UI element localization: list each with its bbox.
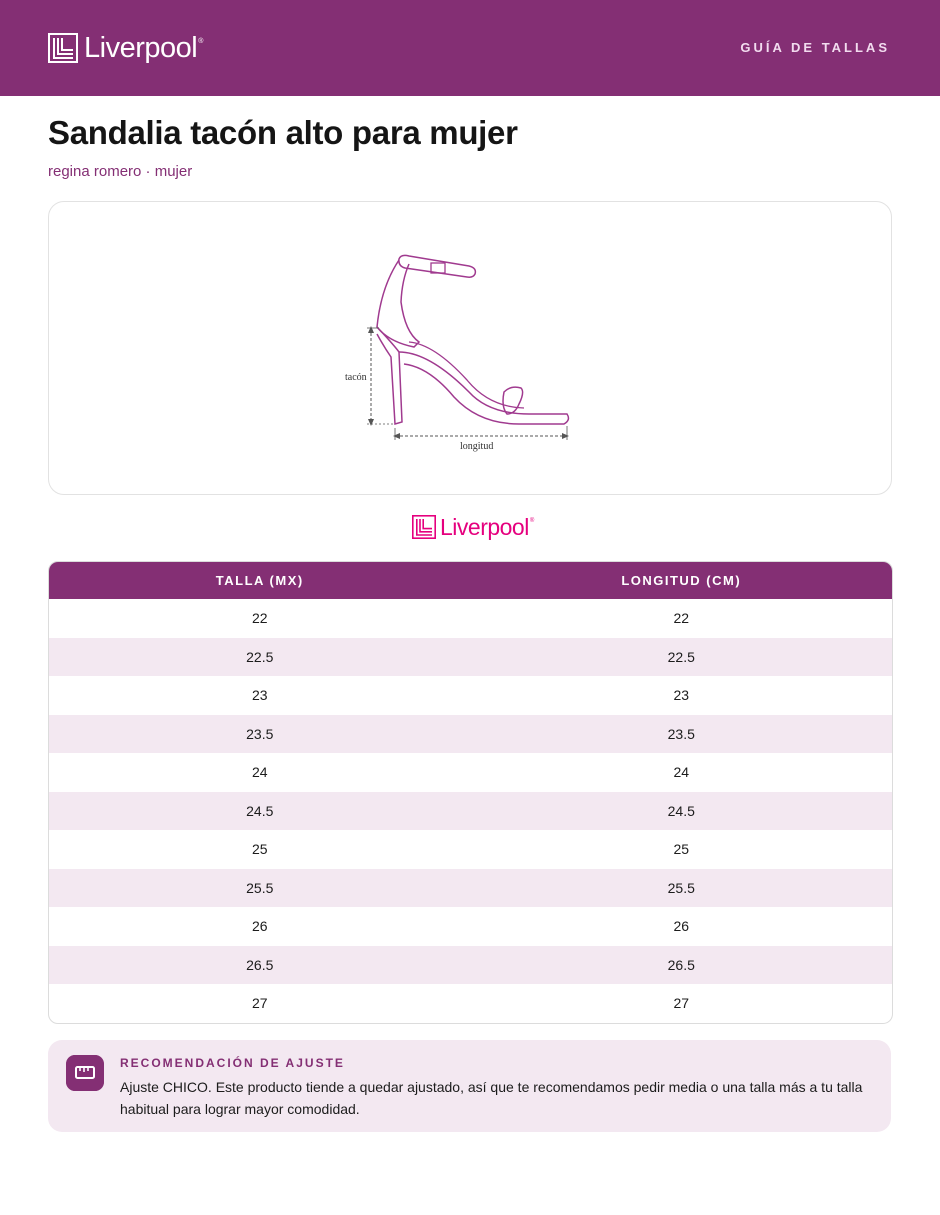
size-cell: 23	[251, 687, 268, 703]
size-cell: 24	[251, 764, 268, 780]
table-row	[49, 907, 892, 946]
product-diagram-card	[48, 201, 892, 495]
length-cell: 23.5	[667, 725, 695, 742]
size-cell: 25.5	[246, 879, 274, 896]
table-row	[49, 792, 892, 831]
product-subtitle: regina romero · mujer	[48, 163, 193, 180]
size-cell: 23.5	[246, 725, 274, 742]
sole	[399, 352, 568, 424]
column-header-length: LONGITUD (CM)	[621, 573, 742, 588]
table-header	[49, 562, 892, 599]
length-cell: 22	[673, 610, 690, 626]
length-cell: 27	[673, 995, 690, 1011]
top-bar	[0, 0, 940, 96]
brand-logo[interactable]	[48, 30, 203, 66]
registered-mark: ®	[198, 37, 204, 45]
table-row	[49, 869, 892, 908]
fit-recommendation	[48, 1040, 891, 1132]
liverpool-secondary-logo	[412, 513, 534, 541]
registered-mark: ®	[529, 518, 535, 524]
size-cell: 27	[251, 995, 268, 1011]
liverpool-logo-icon	[412, 515, 436, 539]
liverpool-logo-icon	[48, 33, 78, 63]
page-title: Sandalia tacón alto para mujer	[48, 114, 518, 151]
size-cell: 22	[251, 610, 268, 626]
fit-heading: RECOMENDACIÓN DE AJUSTE	[120, 1056, 345, 1070]
length-cell: 25.5	[667, 879, 695, 896]
length-cell: 25	[673, 841, 690, 857]
length-cell: 24.5	[667, 802, 695, 819]
toe-strap	[503, 387, 523, 414]
brand-name: Liverpool	[440, 514, 529, 540]
size-cell: 24.5	[246, 802, 274, 819]
fit-text: Ajuste CHICO. Este producto tiende a quedar ajustado, así que te recomendamos pedir media o una talla más a tu talla habitual para lograr mayor comodidad.	[120, 1079, 863, 1117]
length-label: longitud	[460, 441, 494, 452]
length-cell: 22.5	[667, 648, 695, 665]
ruler-icon	[66, 1055, 104, 1091]
brand-name: Liverpool	[84, 32, 198, 64]
table-row	[49, 676, 892, 715]
table-row	[49, 715, 892, 754]
size-cell: 26	[251, 918, 268, 934]
column-header-size: TALLA (MX)	[215, 573, 304, 588]
length-cell: 24	[673, 764, 690, 780]
ankle-strap	[399, 255, 476, 277]
size-cell: 26.5	[246, 956, 274, 973]
size-guide-label: GUÍA DE TALLAS	[740, 40, 890, 55]
length-cell: 26	[673, 918, 690, 934]
table-row	[49, 946, 892, 985]
table-row	[49, 830, 892, 869]
length-cell: 26.5	[667, 956, 695, 973]
sandal-diagram	[49, 202, 891, 494]
size-cell: 25	[251, 841, 268, 857]
size-cell: 22.5	[246, 648, 274, 665]
length-cell: 23	[673, 687, 690, 703]
table-row	[49, 599, 892, 638]
table-row	[49, 638, 892, 677]
heel-height-label: tacón	[345, 372, 367, 383]
table-row	[49, 984, 892, 1023]
size-table	[48, 561, 893, 1024]
table-row	[49, 753, 892, 792]
